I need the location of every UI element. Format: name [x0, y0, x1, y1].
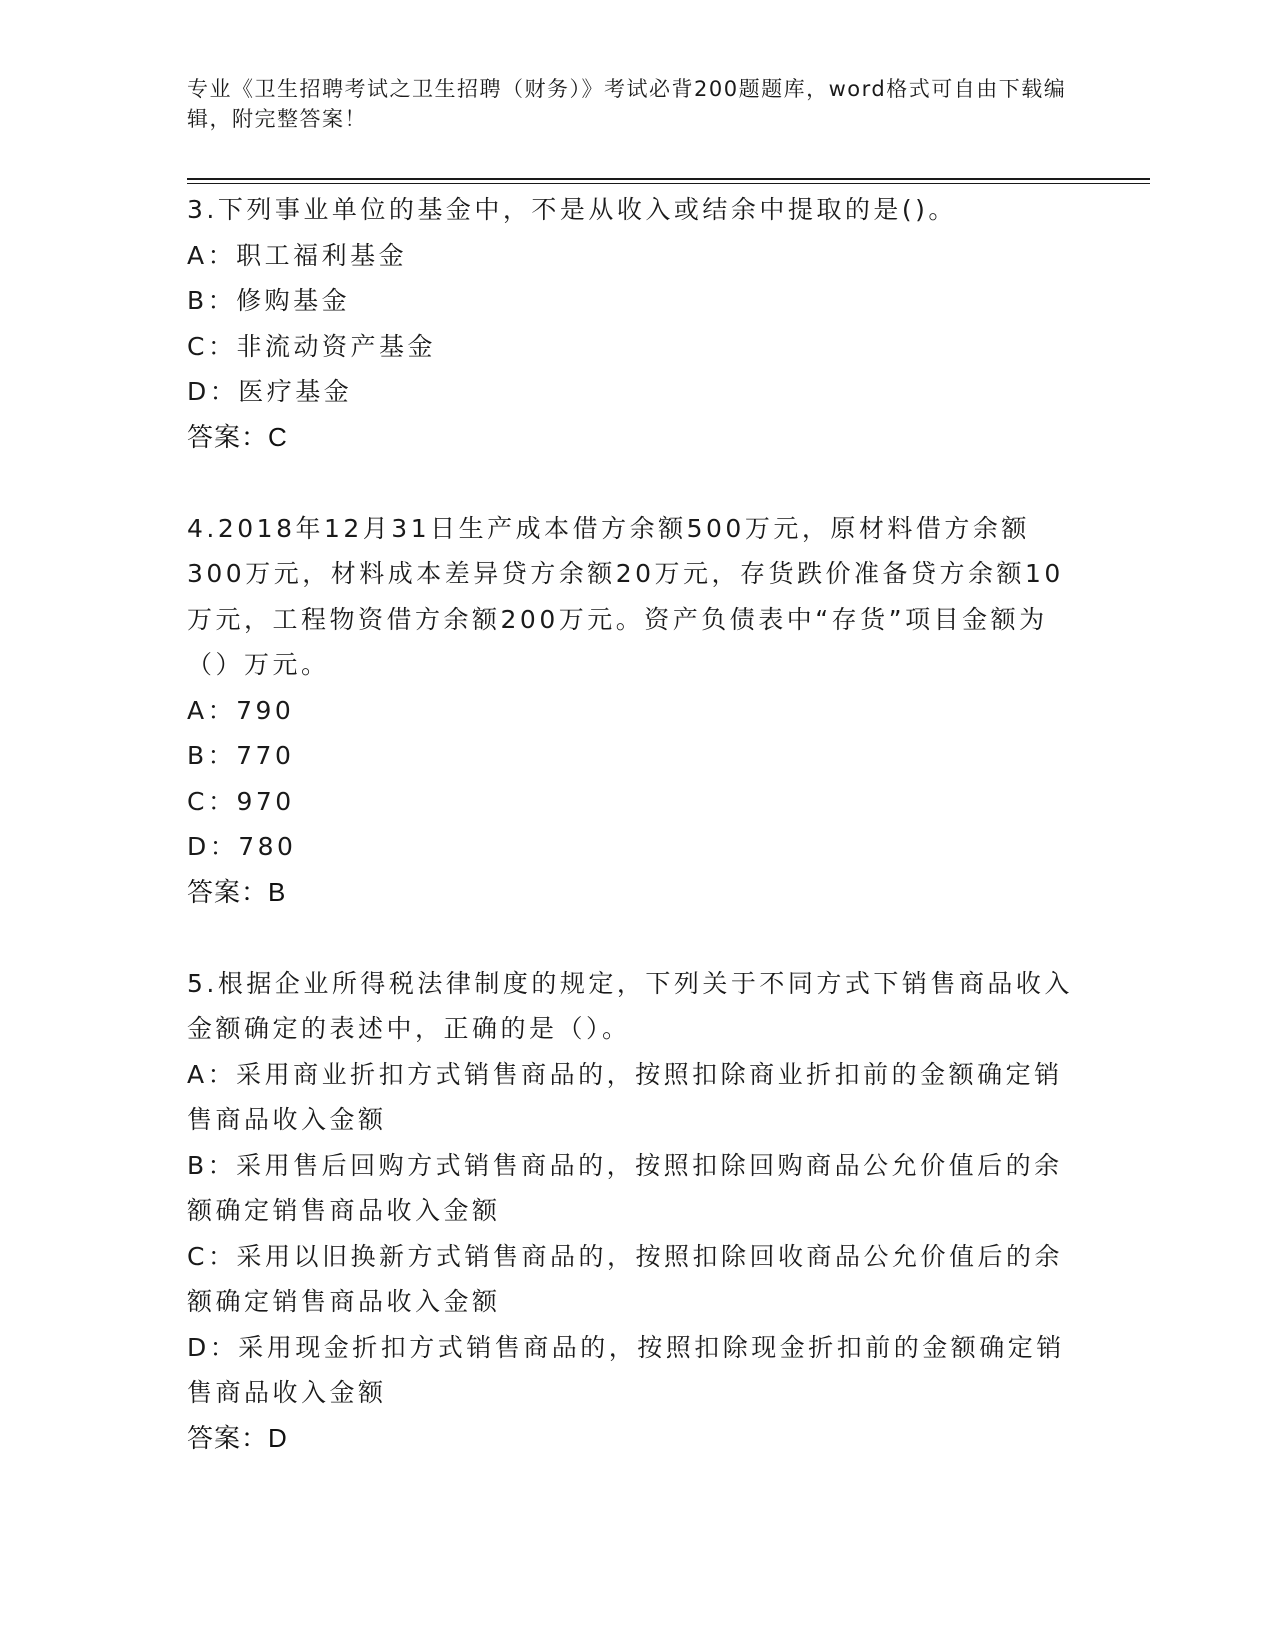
- option-d: D：医疗基金: [187, 377, 353, 406]
- question-stem: 5.根据企业所得税法律制度的规定，下列关于不同方式下销售商品收入金额确定的表述中，正确的是（）。: [187, 968, 1073, 1043]
- answer-line: 答案：C: [187, 421, 288, 452]
- header-divider-thin: [187, 183, 1150, 184]
- question-list: [187, 187, 1077, 1461]
- question-3: [187, 187, 1077, 460]
- option-a: A：职工福利基金: [187, 240, 408, 270]
- option-c: C：非流动资产基金: [187, 331, 436, 361]
- document-header: 专业《卫生招聘考试之卫生招聘（财务）》考试必背200题题库，word格式可自由下载编辑，附完整答案！: [187, 77, 1067, 131]
- question-5: [187, 961, 1077, 1462]
- option-b: B：修购基金: [187, 286, 351, 315]
- option-c: C：采用以旧换新方式销售商品的，按照扣除回收商品公允价值后的余额确定销售商品收入金额: [187, 1241, 1063, 1316]
- spacer: [187, 460, 1077, 506]
- question-4: [187, 506, 1077, 916]
- option-c: C：970: [187, 786, 295, 816]
- answer-line: 答案：D: [187, 1422, 288, 1453]
- option-d: D：采用现金折扣方式销售商品的，按照扣除现金折扣前的金额确定销售商品收入金额: [187, 1332, 1065, 1407]
- answer-line: 答案：B: [187, 876, 287, 907]
- option-a: A：790: [187, 695, 295, 725]
- option-b: B：770: [187, 741, 295, 770]
- option-b: B：采用售后回购方式销售商品的，按照扣除回购商品公允价值后的余额确定销售商品收入金额: [187, 1150, 1063, 1225]
- question-stem: 4.2018年12月31日生产成本借方余额500万元，原材料借方余额300万元，材料成本差异贷方余额20万元，存货跌价准备贷方余额10万元，工程物资借方余额200万元。资产负债表中“存货”项目金额为（）万元。: [187, 513, 1064, 679]
- header-divider-thick: [187, 178, 1150, 180]
- option-d: D：780: [187, 832, 297, 861]
- spacer: [187, 915, 1077, 961]
- question-stem: 3.下列事业单位的基金中，不是从收入或结余中提取的是()。: [187, 195, 957, 224]
- option-a: A：采用商业折扣方式销售商品的，按照扣除商业折扣前的金额确定销售商品收入金额: [187, 1059, 1063, 1134]
